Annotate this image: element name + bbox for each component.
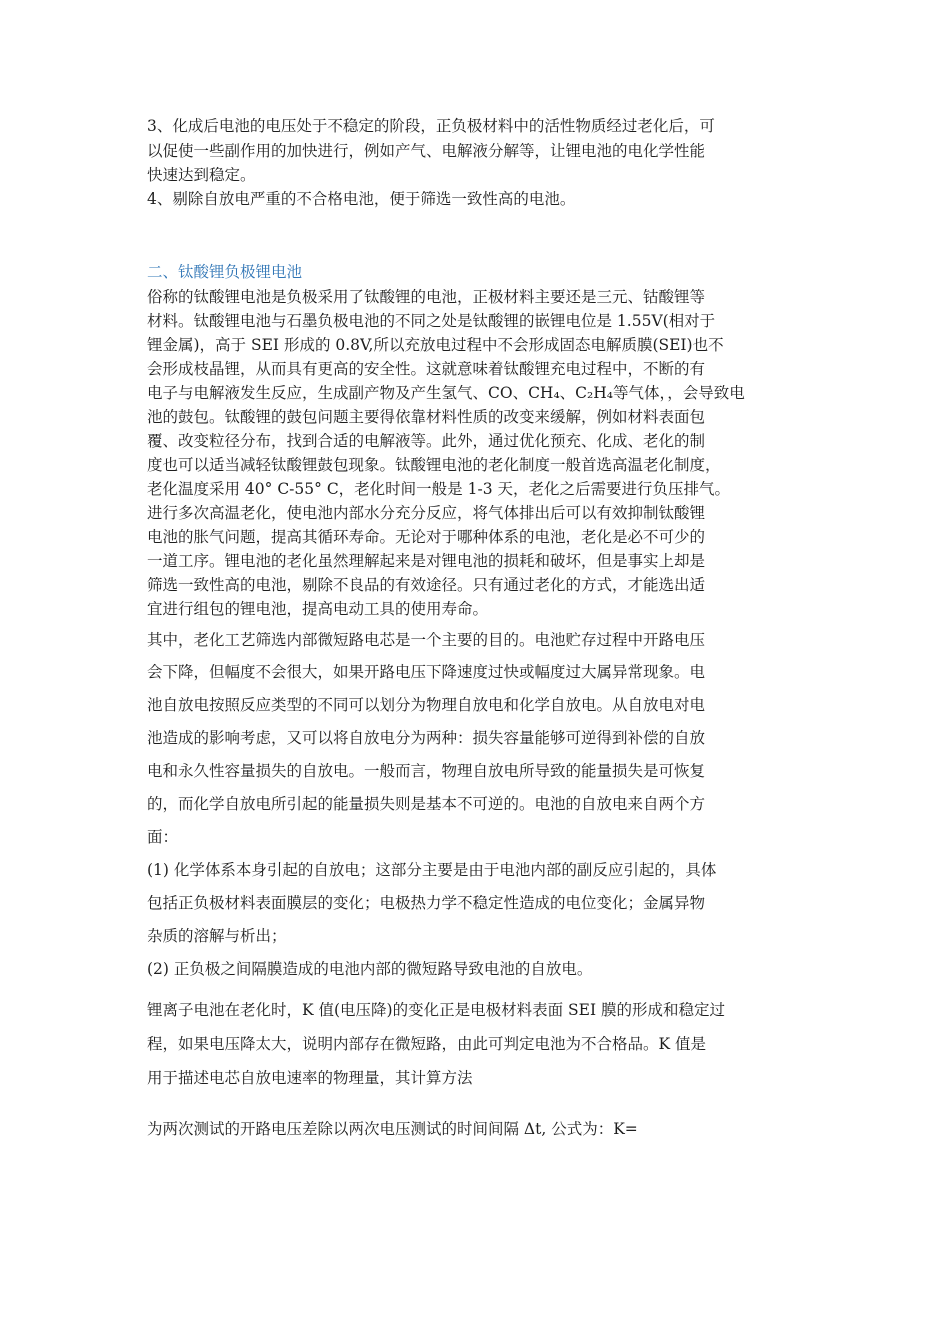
text-line: 老化温度采用 40° C-55° C，老化时间一般是 1-3 天，老化之后需要进行负压排气。 <box>147 480 731 498</box>
list-item: 杂质的溶解与析出； <box>147 927 287 945</box>
text-line: 的，而化学自放电所引起的能量损失则是基本不可逆的。电池的自放电来自两个方 <box>147 795 706 813</box>
text-line: 3、化成后电池的电压处于不稳定的阶段，正负极材料中的活性物质经过老化后，可 <box>147 117 715 135</box>
text-line: 锂离子电池在老化时，K 值(电压降)的变化正是电极材料表面 SEI 膜的形成和稳定过 <box>147 1001 726 1019</box>
list-item: 包括正负极材料表面膜层的变化；电极热力学不稳定性造成的电位变化；金属异物 <box>147 894 706 912</box>
text-line: 进行多次高温老化，使电池内部水分充分反应，将气体排出后可以有效抑制钛酸锂 <box>147 504 706 522</box>
list-item: (2) 正负极之间隔膜造成的电池内部的微短路导致电池的自放电。 <box>147 960 593 978</box>
text-line: 电子与电解液发生反应，生成副产物及产生氢气、CO、CH₄、C₂H₄等气体，，会导致电 <box>147 384 745 402</box>
text-line: 快速达到稳定。 <box>147 166 256 184</box>
text-line: 宜进行组包的锂电池，提高电动工具的使用寿命。 <box>147 600 489 618</box>
text-line: 筛选一致性高的电池，剔除不良品的有效途径。只有通过老化的方式，才能选出适 <box>147 576 706 594</box>
text-line: 池的鼓包。钛酸锂的鼓包问题主要得依靠材料性质的改变来缓解，例如材料表面包 <box>147 408 706 426</box>
list-item: (1) 化学体系本身引起的自放电；这部分主要是由于电池内部的副反应引起的，具体 <box>147 861 717 879</box>
text-line: 会形成枝晶锂，从而具有更高的安全性。这就意味着钛酸锂充电过程中，不断的有 <box>147 360 706 378</box>
text-line: 池自放电按照反应类型的不同可以划分为物理自放电和化学自放电。从自放电对电 <box>147 696 706 714</box>
text-line: 俗称的钛酸锂电池是负极采用了钛酸锂的电池，正极材料主要还是三元、钴酸锂等 <box>147 288 706 306</box>
text-line: 面： <box>147 828 179 846</box>
text-line: 会下降，但幅度不会很大，如果开路电压下降速度过快或幅度过大属异常现象。电 <box>147 663 706 681</box>
text-line: 电池的胀气问题，提高其循环寿命。无论对于哪种体系的电池，老化是必不可少的 <box>147 528 706 546</box>
text-line: 程，如果电压降太大，说明内部存在微短路，由此可判定电池为不合格品。K 值是 <box>147 1035 707 1053</box>
text-line: 4、剔除自放电严重的不合格电池，便于筛选一致性高的电池。 <box>147 190 576 208</box>
text-line: 一道工序。锂电池的老化虽然理解起来是对锂电池的损耗和破坏，但是事实上却是 <box>147 552 706 570</box>
text-line: 度也可以适当减轻钛酸锂鼓包现象。钛酸锂电池的老化制度一般首选高温老化制度， <box>147 456 721 474</box>
text-line: 材料。钛酸锂电池与石墨负极电池的不同之处是钛酸锂的嵌锂电位是 1.55V(相对于 <box>147 312 716 330</box>
text-line: 池造成的影响考虑，又可以将自放电分为两种：损失容量能够可逆得到补偿的自放 <box>147 729 706 747</box>
formula-line: 为两次测试的开路电压差除以两次电压测试的时间间隔 Δt, 公式为：K= <box>147 1120 638 1138</box>
text-line: 电和永久性容量损失的自放电。一般而言，物理自放电所导致的能量损失是可恢复 <box>147 762 706 780</box>
text-line: 锂金属)，高于 SEI 形成的 0.8V,所以充放电过程中不会形成固态电解质膜(SEI)也不 <box>147 336 724 354</box>
text-line: 用于描述电芯自放电速率的物理量，其计算方法 <box>147 1069 473 1087</box>
section-heading: 二、钛酸锂负极锂电池 <box>147 263 303 281</box>
text-line: 其中，老化工艺筛选内部微短路电芯是一个主要的目的。电池贮存过程中开路电压 <box>147 631 706 649</box>
text-line: 覆、改变粒径分布，找到合适的电解液等。此外，通过优化预充、化成、老化的制 <box>147 432 706 450</box>
text-line: 以促使一些副作用的加快进行，例如产气、电解液分解等，让锂电池的电化学性能 <box>147 142 706 160</box>
